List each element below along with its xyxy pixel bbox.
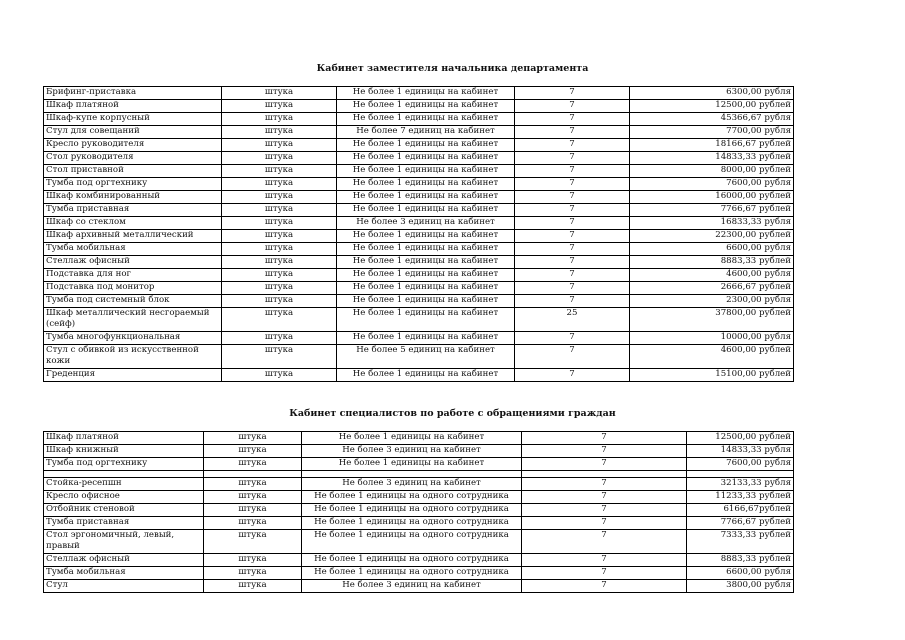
group-cell: 7 xyxy=(515,256,630,269)
norm-cell: Не более 5 единиц на кабинет xyxy=(337,345,515,369)
table-row xyxy=(44,478,794,491)
group-cell: 7 xyxy=(522,567,687,580)
item-name-cell: Подставка под монитор xyxy=(44,282,222,295)
table-row xyxy=(44,445,794,458)
norm-cell: Не более 1 единицы на кабинет xyxy=(337,152,515,165)
group-cell: 7 xyxy=(515,113,630,126)
table-row xyxy=(44,530,794,554)
norm-cell: Не более 3 единиц на кабинет xyxy=(337,217,515,230)
table-row xyxy=(44,282,794,295)
price-cell: 7766,67 рублей xyxy=(687,517,794,530)
group-cell: 7 xyxy=(515,191,630,204)
price-cell: 15100,00 рублей xyxy=(630,369,794,382)
price-cell: 7600,00 рубля xyxy=(687,458,794,471)
table-row xyxy=(44,308,794,332)
table-row xyxy=(44,100,794,113)
group-cell: 7 xyxy=(515,282,630,295)
item-name-cell: Шкаф-купе корпусный xyxy=(44,113,222,126)
group-cell: 7 xyxy=(522,504,687,517)
unit-cell: штука xyxy=(222,165,337,178)
unit-cell: штука xyxy=(204,458,302,471)
norm-cell: Не более 1 единицы на кабинет xyxy=(337,243,515,256)
table-row xyxy=(44,491,794,504)
item-name-cell: Тумба многофункциональная xyxy=(44,332,222,345)
norm-cell: Не более 1 единицы на кабинет xyxy=(337,308,515,332)
unit-cell: штука xyxy=(222,126,337,139)
price-cell: 12500,00 рублей xyxy=(630,100,794,113)
norm-cell: Не более 1 единицы на кабинет xyxy=(337,230,515,243)
unit-cell: штука xyxy=(204,478,302,491)
item-name-cell: Тумба под оргтехнику xyxy=(44,458,204,471)
unit-cell: штука xyxy=(222,191,337,204)
table-row xyxy=(44,458,794,471)
table-row xyxy=(44,554,794,567)
item-name-cell: Стул для совещаний xyxy=(44,126,222,139)
group-cell: 7 xyxy=(522,580,687,593)
norm-cell: Не более 1 единицы на кабинет xyxy=(337,191,515,204)
unit-cell: штука xyxy=(204,554,302,567)
norm-cell: Не более 1 единицы на кабинет xyxy=(337,269,515,282)
group-cell: 7 xyxy=(515,243,630,256)
norm-cell: Не более 1 единицы на кабинет xyxy=(337,113,515,126)
item-name-cell: Стул с обивкой из искусственной кожи xyxy=(44,345,222,369)
price-cell: 18166,67 рублей xyxy=(630,139,794,152)
price-cell: 45366,67 рубля xyxy=(630,113,794,126)
item-name-cell: Шкаф платяной xyxy=(44,432,204,445)
table-row xyxy=(44,517,794,530)
table-section-2 xyxy=(43,431,794,593)
item-name-cell: Стол руководителя xyxy=(44,152,222,165)
item-name-cell: Шкаф комбинированный xyxy=(44,191,222,204)
item-name-cell: Стеллаж офисный xyxy=(44,554,204,567)
table-row xyxy=(44,269,794,282)
price-cell: 2666,67 рублей xyxy=(630,282,794,295)
group-cell: 7 xyxy=(522,517,687,530)
price-cell: 7700,00 рубля xyxy=(630,126,794,139)
item-name-cell: Стеллаж офисный xyxy=(44,256,222,269)
item-name-cell: Брифинг-приставка xyxy=(44,87,222,100)
group-cell: 7 xyxy=(522,491,687,504)
group-cell: 7 xyxy=(522,458,687,471)
group-cell: 7 xyxy=(515,369,630,382)
norm-cell: Не более 1 единицы на кабинет xyxy=(337,332,515,345)
price-cell: 6600,00 рубля xyxy=(630,243,794,256)
group-cell: 25 xyxy=(515,308,630,332)
price-cell: 11233,33 рублей xyxy=(687,491,794,504)
unit-cell: штука xyxy=(204,445,302,458)
unit-cell: штука xyxy=(204,567,302,580)
norm-cell: Не более 1 единицы на кабинет xyxy=(337,282,515,295)
unit-cell: штука xyxy=(222,204,337,217)
unit-cell: штука xyxy=(222,152,337,165)
price-cell: 4600,00 рубля xyxy=(630,269,794,282)
item-name-cell: Шкаф платяной xyxy=(44,100,222,113)
item-name-cell: Подставка для ног xyxy=(44,269,222,282)
price-cell: 14833,33 рубля xyxy=(687,445,794,458)
table-row xyxy=(44,580,794,593)
price-cell: 16000,00 рублей xyxy=(630,191,794,204)
price-cell: 22300,00 рублей xyxy=(630,230,794,243)
norm-cell: Не более 1 единицы на одного сотрудника xyxy=(302,517,522,530)
unit-cell: штука xyxy=(222,139,337,152)
price-cell: 12500,00 рублей xyxy=(687,432,794,445)
item-name-cell: Стол приставной xyxy=(44,165,222,178)
price-cell: 6600,00 рубля xyxy=(687,567,794,580)
group-cell: 7 xyxy=(515,204,630,217)
table-row xyxy=(44,178,794,191)
norm-cell xyxy=(302,471,522,478)
table-body-section-1 xyxy=(44,87,794,382)
group-cell: 7 xyxy=(522,530,687,554)
norm-cell: Не более 1 единицы на одного сотрудника xyxy=(302,554,522,567)
item-name-cell: Тумба мобильная xyxy=(44,567,204,580)
group-cell: 7 xyxy=(515,332,630,345)
table-row xyxy=(44,191,794,204)
norm-cell: Не более 1 единицы на кабинет xyxy=(337,87,515,100)
price-cell: 6166,67рублей xyxy=(687,504,794,517)
group-cell: 7 xyxy=(515,152,630,165)
table-row xyxy=(44,87,794,100)
price-cell: 7600,00 рубля xyxy=(630,178,794,191)
norm-cell: Не более 1 единицы на одного сотрудника xyxy=(302,567,522,580)
unit-cell: штука xyxy=(222,87,337,100)
item-name-cell: Тумба под системный блок xyxy=(44,295,222,308)
group-cell: 7 xyxy=(515,100,630,113)
item-name-cell: Кресло руководителя xyxy=(44,139,222,152)
item-name-cell: Отбойник стеновой xyxy=(44,504,204,517)
table-row xyxy=(44,295,794,308)
table-row xyxy=(44,230,794,243)
group-cell: 7 xyxy=(515,126,630,139)
norm-cell: Не более 1 единицы на кабинет xyxy=(337,165,515,178)
unit-cell: штука xyxy=(222,282,337,295)
unit-cell: штука xyxy=(222,269,337,282)
unit-cell: штука xyxy=(204,517,302,530)
group-cell: 7 xyxy=(515,269,630,282)
unit-cell: штука xyxy=(222,230,337,243)
price-cell: 7766,67 рублей xyxy=(630,204,794,217)
item-name-cell: Кресло офисное xyxy=(44,491,204,504)
table-row xyxy=(44,332,794,345)
unit-cell: штука xyxy=(204,580,302,593)
price-cell: 6300,00 рубля xyxy=(630,87,794,100)
norm-cell: Не более 1 единицы на кабинет xyxy=(337,204,515,217)
price-cell: 4600,00 рублей xyxy=(630,345,794,369)
price-cell: 8883,33 рублей xyxy=(687,554,794,567)
unit-cell: штука xyxy=(222,308,337,332)
unit-cell: штука xyxy=(222,332,337,345)
item-name-cell: Стул xyxy=(44,580,204,593)
norm-cell: Не более 1 единицы на кабинет xyxy=(337,369,515,382)
unit-cell: штука xyxy=(222,369,337,382)
price-cell: 2300,00 рубля xyxy=(630,295,794,308)
item-name-cell: Шкаф архивный металлический xyxy=(44,230,222,243)
price-cell: 8000,00 рублей xyxy=(630,165,794,178)
unit-cell: штука xyxy=(204,432,302,445)
group-cell: 7 xyxy=(515,178,630,191)
group-cell: 7 xyxy=(515,345,630,369)
norm-cell: Не более 1 единицы на кабинет xyxy=(337,139,515,152)
table-row xyxy=(44,165,794,178)
norm-cell: Не более 3 единиц на кабинет xyxy=(302,445,522,458)
norm-cell: Не более 1 единицы на одного сотрудника xyxy=(302,491,522,504)
unit-cell: штука xyxy=(204,491,302,504)
price-cell: 10000,00 рубля xyxy=(630,332,794,345)
group-cell: 7 xyxy=(515,230,630,243)
table-row xyxy=(44,504,794,517)
price-cell: 32133,33 рубля xyxy=(687,478,794,491)
table-row xyxy=(44,113,794,126)
unit-cell: штука xyxy=(222,100,337,113)
item-name-cell: Тумба под оргтехнику xyxy=(44,178,222,191)
norm-cell: Не более 1 единицы на одного сотрудника xyxy=(302,504,522,517)
unit-cell: штука xyxy=(204,504,302,517)
unit-cell: штука xyxy=(222,178,337,191)
group-cell xyxy=(522,471,687,478)
price-cell: 16833,33 рубля xyxy=(630,217,794,230)
table-row xyxy=(44,567,794,580)
group-cell: 7 xyxy=(515,87,630,100)
table-row xyxy=(44,204,794,217)
norm-cell: Не более 3 единиц на кабинет xyxy=(302,580,522,593)
group-cell: 7 xyxy=(515,165,630,178)
price-cell: 14833,33 рублей xyxy=(630,152,794,165)
item-name-cell: Греденция xyxy=(44,369,222,382)
table-spacer-row xyxy=(44,471,794,478)
table-row xyxy=(44,256,794,269)
unit-cell: штука xyxy=(222,295,337,308)
price-cell: 8883,33 рублей xyxy=(630,256,794,269)
table-row xyxy=(44,217,794,230)
unit-cell: штука xyxy=(222,113,337,126)
group-cell: 7 xyxy=(515,295,630,308)
norm-cell: Не более 1 единицы на кабинет xyxy=(337,178,515,191)
group-cell: 7 xyxy=(522,554,687,567)
norm-cell: Не более 1 единицы на кабинет xyxy=(337,256,515,269)
price-cell: 3800,00 рубля xyxy=(687,580,794,593)
item-name-cell: Тумба приставная xyxy=(44,204,222,217)
item-name-cell: Шкаф книжный xyxy=(44,445,204,458)
table-body-section-2 xyxy=(44,432,794,593)
unit-cell: штука xyxy=(222,243,337,256)
group-cell: 7 xyxy=(522,432,687,445)
item-name-cell: Шкаф со стеклом xyxy=(44,217,222,230)
item-name-cell: Тумба мобильная xyxy=(44,243,222,256)
table-section-1 xyxy=(43,86,794,382)
item-name-cell: Стол эргономичный, левый, правый xyxy=(44,530,204,554)
group-cell: 7 xyxy=(515,139,630,152)
group-cell: 7 xyxy=(522,445,687,458)
table-row xyxy=(44,369,794,382)
price-cell: 7333,33 рублей xyxy=(687,530,794,554)
item-name-cell: Стойка-ресепшн xyxy=(44,478,204,491)
item-name-cell: Тумба приставная xyxy=(44,517,204,530)
price-cell: 37800,00 рублей xyxy=(630,308,794,332)
norm-cell: Не более 1 единицы на кабинет xyxy=(302,432,522,445)
unit-cell: штука xyxy=(222,345,337,369)
item-name-cell xyxy=(44,471,204,478)
unit-cell: штука xyxy=(222,217,337,230)
table-row xyxy=(44,432,794,445)
norm-cell: Не более 1 единицы на одного сотрудника xyxy=(302,530,522,554)
group-cell: 7 xyxy=(522,478,687,491)
norm-cell: Не более 1 единицы на кабинет xyxy=(337,295,515,308)
section-2-title: Кабинет специалистов по работе с обращениями граждан xyxy=(289,408,616,419)
group-cell: 7 xyxy=(515,217,630,230)
table-row xyxy=(44,243,794,256)
table-row xyxy=(44,345,794,369)
unit-cell xyxy=(204,471,302,478)
item-name-cell: Шкаф металлический несгораемый (сейф) xyxy=(44,308,222,332)
table-row xyxy=(44,152,794,165)
unit-cell: штука xyxy=(204,530,302,554)
norm-cell: Не более 1 единицы на кабинет xyxy=(337,100,515,113)
table-row xyxy=(44,126,794,139)
norm-cell: Не более 7 единиц на кабинет xyxy=(337,126,515,139)
price-cell xyxy=(687,471,794,478)
norm-cell: Не более 3 единиц на кабинет xyxy=(302,478,522,491)
unit-cell: штука xyxy=(222,256,337,269)
norm-cell: Не более 1 единицы на кабинет xyxy=(302,458,522,471)
table-row xyxy=(44,139,794,152)
section-1-title: Кабинет заместителя начальника департамента xyxy=(316,63,589,74)
